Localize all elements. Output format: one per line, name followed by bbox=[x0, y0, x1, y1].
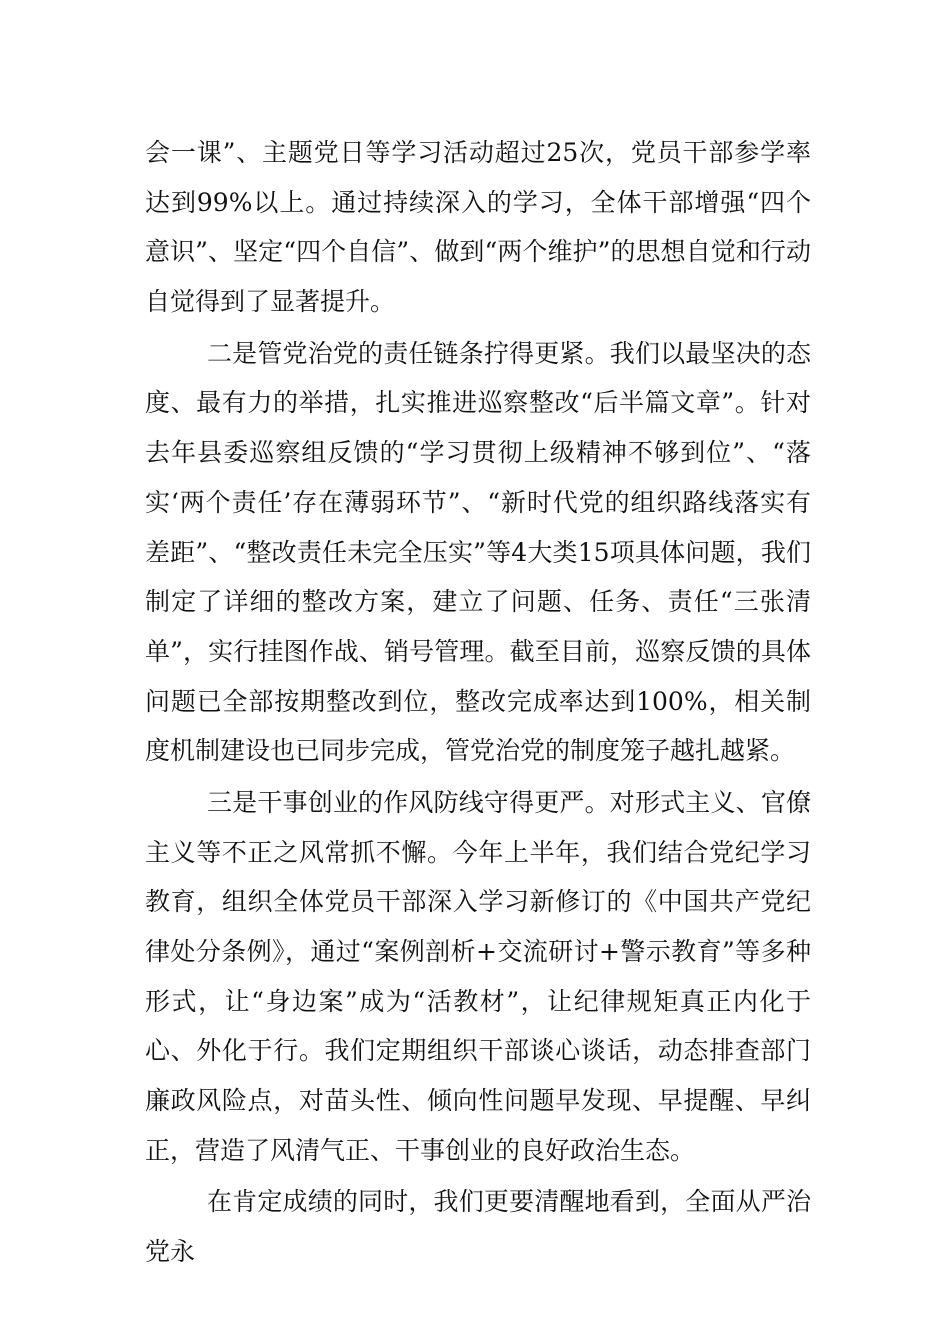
paragraph-conclusion-start: 在肯定成绩的同时，我们更要清醒地看到，全面从严治党永 bbox=[145, 1187, 811, 1267]
document-body bbox=[145, 128, 811, 1279]
paragraph-responsibility-chain: 二是管党治党的责任链条拧得更紧。我们以最坚决的态度、最有力的举措，扎实推进巡察整改“后半篇文章”。针对去年县委巡察组反馈的“学习贯彻上级精神不够到位”、“落实‘两个责任’存在薄弱环节”、“新时代党的组织路线落实有差距”、“整改责任未完全压实”等4大类15项具体问题，我们制定了详细的整改方案，建立了问题、任务、责任“三张清单”，实行挂图作战、销号管理。截至目前，巡察反馈的具体问题已全部按期整改到位，整改完成率达到100%，相关制度机制建设也已同步完成，管党治党的制度笼子越扎越紧。 bbox=[145, 338, 811, 766]
paragraph-study-results: 会一课”、主题党日等学习活动超过25次，党员干部参学率达到99%以上。通过持续深入的学习，全体干部增强“四个意识”、坚定“四个自信”、做到“两个维护”的思想自觉和行动自觉得到了显著提升。 bbox=[145, 138, 811, 317]
paragraph-work-style: 三是干事创业的作风防线守得更严。对形式主义、官僚主义等不正之风常抓不懈。今年上半年，我们结合党纪学习教育，组织全体党员干部深入学习新修订的《中国共产党纪律处分条例》，通过“案例剖析+交流研讨+警示教育”等多种形式，让“身边案”成为“活教材”，让纪律规矩真正内化于心、外化于行。我们定期组织干部谈心谈话，动态排查部门廉政风险点，对苗头性、倾向性问题早发现、早提醒、早纠正，营造了风清气正、干事创业的良好政治生态。 bbox=[145, 787, 811, 1165]
